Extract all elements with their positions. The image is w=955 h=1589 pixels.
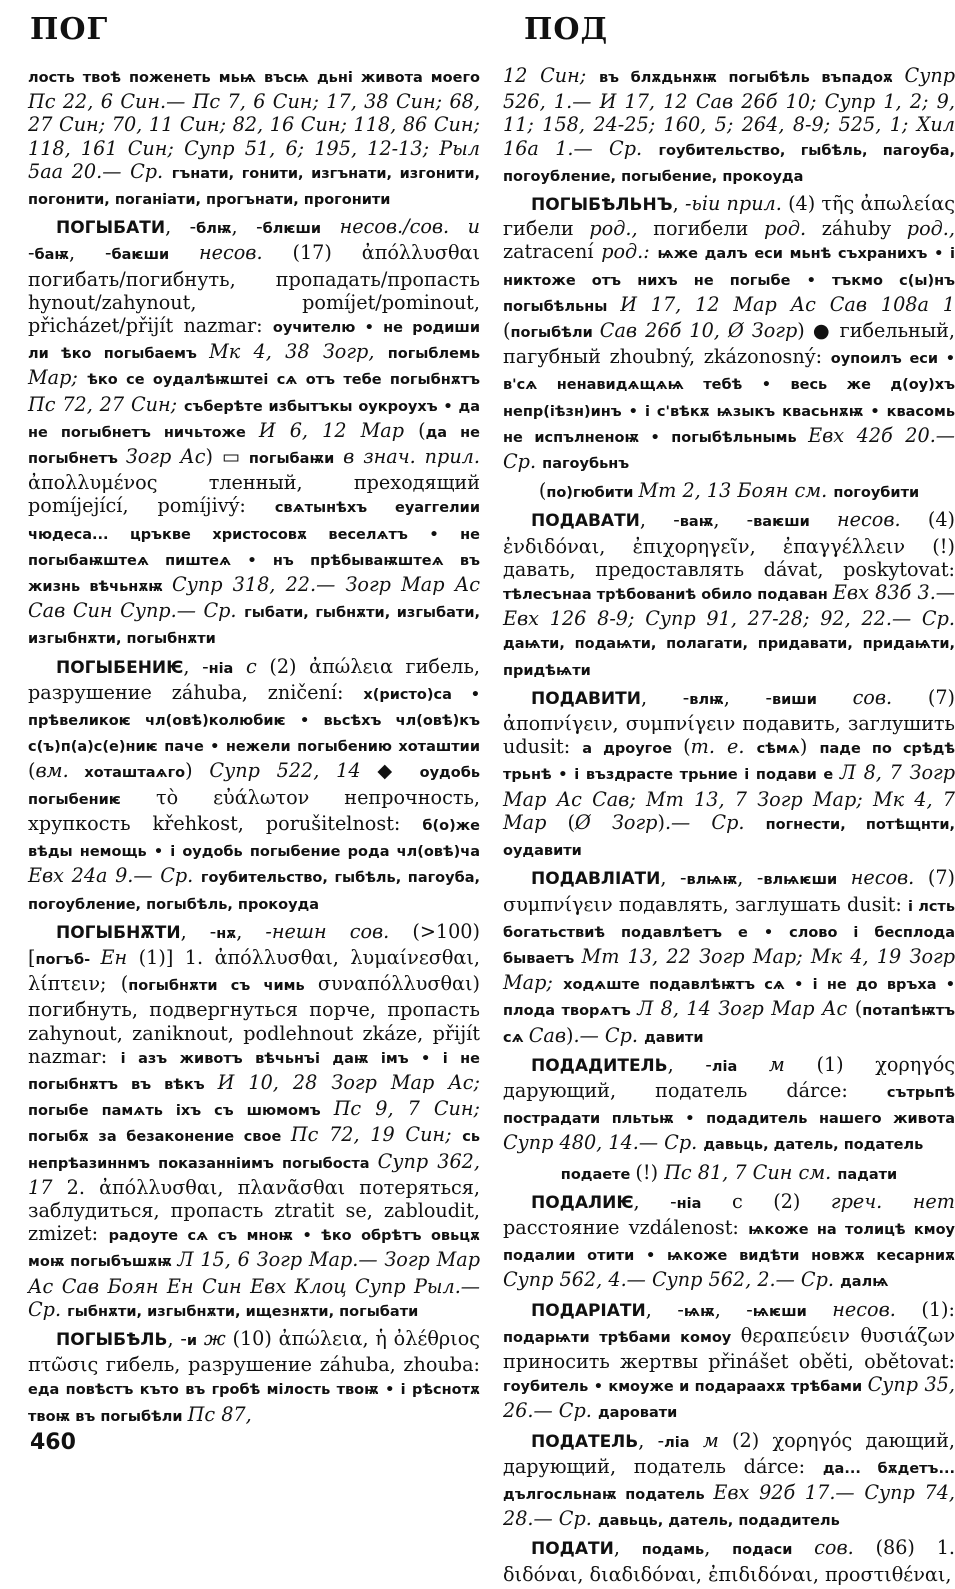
dictionary-entry — [28, 215, 480, 651]
old-slavonic-text: погъб- — [35, 951, 101, 968]
citation-text: Ø Зогр — [575, 810, 658, 834]
citation-text: т. е. — [690, 735, 757, 759]
definition-text: , - — [638, 1428, 665, 1452]
running-head-left: ПОГ — [30, 12, 109, 47]
old-slavonic-text: погыбѫ за безаконение свое — [28, 1129, 291, 1146]
old-slavonic-text: і лсть богатьствиѣ подавлѣетъ е • слово і бесплода бываетъ — [503, 898, 955, 967]
old-slavonic-text: х(ристо)са • прѣвеликоѥ чл(овѣ)колюбиѥ • вьсѣхъ чл(овѣ)къ с(ъ)п(а)с(е)ниѥ паче • нежели погыбению хоташтии — [28, 686, 480, 756]
headword: ПОГЫБѢЛЬ — [56, 1329, 168, 1350]
old-slavonic-text: ніа — [676, 1195, 702, 1212]
dictionary-entry — [503, 1161, 955, 1187]
old-slavonic-text: погоубити — [833, 485, 920, 502]
definition-text: , — [236, 919, 266, 943]
old-slavonic-text: погыбнѫти съ чимь — [128, 978, 318, 995]
headword: ПОДАРІАТИ — [531, 1300, 646, 1321]
citation-text: м — [737, 1052, 817, 1076]
definition-text: расстояние vzdálenost: — [503, 1215, 749, 1239]
definition-text: (4) ἐνδιδόναι, ἐπιχορηγεῖν, ἐπαγγέλλειν (!) давать, предоставлять dávat, poskytovat: — [503, 508, 955, 581]
old-slavonic-text: оудобь погыбениѥ — [28, 765, 481, 808]
dictionary-entry — [503, 1536, 955, 1585]
old-slavonic-text: ніа — [208, 660, 234, 677]
definition-text: , - — [667, 1052, 712, 1076]
definition-text: 2. ἀπόλλυσθαι, πλανᾶσθαι потеряться, заблудиться, пропасть ztratit se, zabloudit, zmizet: — [28, 1175, 480, 1246]
definition-text: (7) συμπνίγειν подавлять, заглушать dusit: — [503, 866, 955, 916]
definition-text: (1) χορηγός дарующий, податель dárce: — [503, 1052, 955, 1102]
citation-text: Евх 92б 17.— Супр 74, 28.— Ср. — [503, 1480, 955, 1531]
old-slavonic-text: ваѥши — [753, 514, 810, 531]
old-slavonic-text: пагоубьнъ — [542, 456, 630, 473]
citation-text: сов. — [792, 1536, 876, 1560]
headword: ПОГЫБНѪТИ — [56, 922, 181, 943]
old-slavonic-text: влѩѥши — [763, 872, 838, 889]
citation-text: сов. — [816, 685, 928, 709]
definition-text: , — [704, 1536, 733, 1560]
old-slavonic-text: въ блѫдьнѫѭ погыбѣль въпадоѫ — [598, 70, 905, 86]
definition-text: , - — [639, 508, 680, 532]
old-slavonic-text: гънати, гонити, изгънати, изгонити, погонити, поганіати, прогънати, прогонити — [28, 165, 480, 209]
citation-text: Евх 83б 3.— Евх 126 8-9; Супр 91, 27-28; 92, 22.— Ср. — [503, 581, 955, 631]
old-slavonic-text: подарѩти трѣбами комоу — [503, 1329, 741, 1346]
old-slavonic-text: хоташтаѧго — [68, 765, 186, 782]
citation-text: Мт 2, 13 Боян см. — [638, 479, 834, 503]
old-slavonic-text: сѣмѧ — [756, 741, 800, 758]
definition-text: , - — [714, 1297, 753, 1321]
citation-text: Л 8, 7 Зогр Мар Ас Сав; Мт 13, 7 Зогр Мар; Мк 4, 7 Мар — [503, 761, 955, 834]
old-slavonic-text: падати — [837, 1166, 898, 1183]
dictionary-entry — [503, 479, 955, 505]
old-slavonic-text: далѩ — [840, 1274, 889, 1291]
citation-text: род.: — [601, 240, 658, 264]
old-slavonic-text: еда повѣстъ къто въ гробѣ мілость твоѭ • і рѣснотѫ твоѭ въ погыбѣли — [28, 1382, 480, 1425]
citation-text: ж — [197, 1326, 233, 1350]
page-number: 460 — [30, 1430, 76, 1455]
definition-text: - — [28, 241, 35, 265]
right-column — [503, 64, 955, 1589]
old-slavonic-text: погыбаѭи — [248, 451, 335, 468]
citation-text: Л 15, 6 Зогр Мар.— Зогр Мар Ас Сав Боян Ен Син Евх Клоц Супр Рыл.— Ср. — [28, 1248, 480, 1321]
old-slavonic-text: радоуте сѧ съ мноѭ • ѣко обрѣтъ овьцѫ моѭ погыбъшѫѭ — [28, 1228, 480, 1271]
definition-text: ) ● гибельный, пагубный zhoubný, zkázonosný: — [503, 319, 955, 369]
definition-text: , - — [737, 866, 764, 890]
old-slavonic-text: ѣко се оудалѣѭштеі сѧ отъ тебе погыбнѫтъ — [87, 372, 481, 389]
definition-text: (7) ἀποπνίγειν, συμπνίγειν подавить, заглушить udusit: — [503, 685, 955, 759]
old-slavonic-text: ходѧште подавлѣѭтъ сѧ • і не до връха • плода творѧтъ — [503, 977, 955, 1020]
old-slavonic-text: давьць, датель, подадитель — [597, 1513, 840, 1530]
definition-text: , - — [660, 866, 687, 890]
citation-text: с — [233, 654, 270, 678]
definition-text: , - — [69, 241, 112, 265]
dictionary-entry — [503, 866, 955, 1049]
citation-text: несов. — [809, 508, 928, 532]
definition-text: ) — [185, 759, 210, 783]
definition-text: (>100) [ — [28, 919, 480, 969]
old-slavonic-text: погыбѣли — [510, 325, 600, 342]
old-slavonic-text: погыбе памѧть іхъ съ шюмомъ — [28, 1103, 334, 1120]
dictionary-entry — [28, 1327, 480, 1429]
old-slavonic-text: по)гюбити — [546, 485, 639, 502]
citation-text: Пс 9, 7 Син; — [333, 1097, 480, 1121]
old-slavonic-text: подаси — [732, 1542, 793, 1559]
citation-text: в знач. прил. — [334, 445, 480, 469]
old-slavonic-text: съберѣте избытъкы оукроухъ • да не погыбнетъ ничьтоже — [28, 398, 480, 441]
old-slavonic-text: гоубительство, гыбѣль, пагоуба, погоубление, погыбѣль, прокоуда — [28, 870, 481, 913]
old-slavonic-text: баѥши — [111, 247, 170, 264]
citation-text: -нешн сов. — [265, 919, 413, 943]
citation-text: И 10, 28 Зогр Мар Ас; — [217, 1070, 480, 1094]
old-slavonic-text: паде по срѣдѣ трьнѣ • і въздрасте трьние і подави е — [503, 741, 955, 784]
citation-text: Пс 81, 7 Син см. — [664, 1160, 838, 1184]
definition-text: zatracení — [503, 240, 602, 264]
headword: ПОГЫБЕНИѤ — [56, 657, 184, 678]
citation-text: греч. нет — [830, 1189, 955, 1213]
definition-text: , — [672, 192, 685, 216]
citation-text: Евх 42б 20.— Ср. — [503, 423, 955, 474]
headword: ПОГЫБѢЛЬНЪ — [531, 195, 673, 216]
old-slavonic-text: тѣлесънаа трѣбованиѣ обило подаван — [503, 587, 833, 604]
old-slavonic-text: нѫ — [216, 925, 237, 942]
definition-text: , - — [183, 654, 209, 678]
citation-text: Супр 35, 26.— Ср. — [503, 1373, 955, 1423]
citation-text: Сав 26б 10, Ø Зогр — [599, 319, 798, 343]
definition-text: ) ▭ — [205, 445, 249, 469]
old-slavonic-text: ѩже далъ еси мьнѣ съхранихъ • і никтоже отъ нихъ не погыбе • тъкмо с(ы)нъ погыбѣльны — [503, 246, 955, 315]
citation-text: Мк 4, 38 Зогр, — [209, 340, 388, 364]
definition-text: ) — [566, 1023, 574, 1047]
citation-text: несов./сов. и — [321, 215, 480, 239]
dictionary-entry — [503, 64, 955, 189]
old-slavonic-text: виши — [771, 691, 817, 708]
definition-text: ) — [657, 810, 665, 834]
old-slavonic-text: гыбати, гыбнѫти, изгыбати, изгыбнѫти, погыбнѫти — [28, 605, 480, 648]
running-head-right: ПОД — [524, 12, 609, 47]
old-slavonic-text: да не погыбнетъ — [28, 424, 480, 468]
definition-text: , - — [641, 685, 690, 709]
definition-text: ( — [28, 759, 36, 783]
dictionary-entry — [28, 920, 480, 1324]
dictionary-entry — [28, 64, 480, 212]
old-slavonic-text: погыблемь — [387, 346, 480, 363]
definition-text: , - — [723, 685, 772, 709]
definition-text: , - — [167, 1326, 187, 1350]
definition-text: (4) τῆς ἀπωλείας гибели — [503, 192, 955, 241]
dictionary-entry — [28, 655, 480, 917]
old-slavonic-text: подамь — [641, 1542, 705, 1559]
definition-text: , - — [633, 1189, 677, 1213]
citation-text: Супр 522, 14 — [209, 759, 378, 783]
definition-text: ( — [567, 810, 576, 834]
old-slavonic-text: б(о)же вѣды немощь • і оудобь погыбение рода чл(овѣ)ча — [28, 817, 480, 861]
dictionary-entry — [503, 1190, 955, 1295]
dictionary-entry — [503, 686, 955, 863]
definition-text: , - — [165, 215, 197, 239]
headword: ПОДАВЛІАТИ — [531, 869, 661, 890]
citation-text: несов. — [806, 1297, 922, 1321]
definition-text: záhuby — [821, 217, 907, 241]
citation-text: Сав — [528, 1023, 567, 1047]
headword: ПОГЫБАТИ — [56, 218, 166, 239]
old-slavonic-text: ліа — [664, 1434, 690, 1451]
definition-text: , - — [180, 919, 217, 943]
headword: ПОДАТИ — [531, 1539, 614, 1560]
citation-text: род., — [906, 217, 955, 241]
citation-text: Супр 318, 22.— Зогр Мар Ас Сав Син Супр.— Ср. — [28, 573, 480, 623]
citation-text: Мт 13, 22 Зогр Мар; Мк 4, 19 Зогр Мар; — [503, 944, 955, 995]
definition-text: (!) — [635, 1160, 665, 1184]
old-slavonic-text: гыбнѫти, изгыбнѫти, ищезнѫти, погыбати — [67, 1303, 419, 1320]
definition-text: (2) χορηγός дающий, дарующий, податель dárce: — [503, 1428, 955, 1478]
citation-text: И 6, 12 Мар — [258, 418, 419, 442]
definition-text: ◆ — [377, 759, 420, 783]
definition-text: , - — [645, 1297, 684, 1321]
old-slavonic-text: блѥши — [262, 221, 322, 238]
old-slavonic-text: влѩѭ — [686, 872, 738, 889]
dictionary-entry — [503, 508, 955, 682]
old-slavonic-text: давьць, датель, податель — [703, 1137, 924, 1154]
definition-text: θεραπεύειν θυσιάζων приносить жертвы přinášet oběti, obětovat: — [503, 1323, 955, 1373]
old-slavonic-text: свѧтынѣхъ еуаггелии чюдеса... цръкве христосовѫ веселѧтъ • не погыбаѭштеѧ пиштеѧ • нъ прѣбываѭштеѧ въ жизнь вѣчьнѫѭ — [28, 500, 480, 596]
old-slavonic-text: погнести, потѣщнти, оудавити — [503, 816, 955, 860]
definition-text: ( — [854, 997, 863, 1021]
definition-text: с (2) — [701, 1189, 831, 1213]
old-slavonic-text: сътрьпѣ пострадати пльтьѭ • подадитель нашего живота — [503, 1084, 955, 1128]
old-slavonic-text: ѩѭ — [683, 1303, 715, 1320]
old-slavonic-text: а дроугое — [582, 741, 684, 758]
definition-text: (10) ἀπώλεια, ἡ ὀλέθριος πτῶσις гибель, разрушение záhuba, zhouba: — [28, 1326, 480, 1377]
definition-text: τὸ εὐάλωτον непрочность, хрупкость křehkost, porušitelnost: — [28, 785, 480, 835]
old-slavonic-text: потапѣѭтъ сѧ — [503, 1003, 955, 1046]
definition-text: ( — [418, 418, 426, 442]
old-slavonic-text: блѭ — [196, 221, 232, 238]
citation-text: 12 Син; — [503, 64, 599, 87]
citation-text: Мар; — [28, 366, 88, 390]
definition-text: (86) 1. διδόναι, διαδιδόναι, ἐπιδιδόναι, προστιθέναι, — [503, 1536, 955, 1586]
headword: ПОДАВАТИ — [531, 511, 640, 532]
citation-text: .— Ср. — [664, 810, 766, 834]
old-slavonic-text: влѭ — [689, 691, 724, 708]
old-slavonic-text: ваѭ — [679, 514, 714, 531]
old-slavonic-text: даровати — [597, 1405, 678, 1422]
old-slavonic-text: ѩкоже на толицѣ кмоу подалии отити • ѩкоже видѣти новжѫ кесарниѫ — [503, 1221, 955, 1265]
citation-text: Пс 87, — [187, 1402, 252, 1426]
left-column — [28, 64, 480, 1432]
old-slavonic-text: баѭ — [34, 247, 69, 264]
citation-text: -ьіи прил. — [684, 192, 789, 216]
citation-text: Пс 72, 19 Син; — [290, 1123, 463, 1147]
citation-text: Супр 526, 1.— И 17, 12 Сав 26б 10; Супр 1, 2; 9, 11; 158, 24-25; 160, 5; 264, 8-9; 525, 1; Хил 16а 1.— Ср. — [503, 64, 955, 160]
old-slavonic-text: оупоилъ еси • в'сѧ ненавидѧщѧѩ тебѣ • весь же д(оу)хъ непр(іѣзн)инъ • і с'вѣкѫ ѩзыкъ квасьнѫѭ • квасомь не испълненоѭ • погыбѣльнымь — [503, 351, 955, 446]
old-slavonic-text: ліа — [711, 1058, 738, 1075]
old-slavonic-text: оучителю • не родиши ли ѣко погыбаемъ — [28, 320, 480, 363]
citation-text: Пс 72, 27 Син; — [28, 392, 184, 416]
headword: ПОДАВИТИ — [531, 688, 641, 709]
citation-text: несов. — [169, 241, 293, 265]
definition-text: ( — [683, 735, 691, 759]
headword: ПОДАДИТЕЛЬ — [531, 1055, 668, 1076]
citation-text: вм. — [35, 759, 69, 783]
citation-text: Супр 562, 4.— Супр 562, 2.— Ср. — [503, 1268, 841, 1292]
dictionary-entry — [503, 1053, 955, 1158]
citation-text: несов. — [837, 866, 928, 890]
citation-text: Евх 24а 9.— Ср. — [28, 864, 201, 888]
definition-text: , — [613, 1536, 642, 1560]
citation-text: род. — [763, 217, 822, 241]
definition-text: (17) ἀπόλλυσθαι погибать/погибнуть, пропадать/пропасть hynout/zahynout, pomíjet/pominout, přicházet/přijít nazmar: — [28, 241, 480, 338]
definition-text: ( — [538, 479, 547, 503]
dictionary-entry — [503, 1429, 955, 1534]
citation-text: Супр 480, 14.— Ср. — [503, 1131, 704, 1155]
definition-text: (1): — [921, 1297, 955, 1321]
citation-text: И 17, 12 Мар Ас Сав 108а 1 — [620, 292, 955, 316]
headword: ПОДАЛИѤ — [531, 1192, 634, 1213]
definition-text: συναπόλλυσθαι) погибнуть, подвергнуться порче, пропасть zahynout, zaniknout, podlehnout zkáze, přijít nazmar: — [28, 972, 480, 1068]
citation-text: род., — [589, 217, 654, 241]
definition-text: , - — [713, 508, 754, 532]
definition-text: (1)] 1. ἀπόλλυσθαι, λυμαίνεσθαι, λίπτειν; ( — [28, 945, 480, 996]
old-slavonic-text: сь непрѣазиннмъ показанніимъ погыбоста — [28, 1129, 480, 1172]
citation-text: Пс 22, 6 Син.— Пс 7, 6 Син; 17, 38 Син; 68, 27 Син; 70, 11 Син; 82, 16 Син; 118, 86 Син; 118, 161 Син; Супр 51, 6; 195, 12-13; Рыл 5аа 20.— Ср. — [28, 90, 480, 183]
citation-text: Ен — [100, 945, 139, 969]
old-slavonic-text: да... бѫдетъ... дългосльнаѭ податель — [503, 1460, 955, 1503]
dictionary-entry — [503, 192, 955, 476]
old-slavonic-text: ѩѥши — [752, 1303, 807, 1320]
old-slavonic-text: і азъ животъ вѣчьнъі даѭ імъ • і не погыбнѫтъ въ вѣкъ — [28, 1050, 480, 1093]
definition-text: ( — [503, 319, 511, 343]
citation-text: Л 8, 14 Зогр Мар Ас — [637, 997, 855, 1021]
citation-text: Супр 362, 17 — [28, 1149, 480, 1199]
old-slavonic-text: гоубительство, гыбѣль, пагоуба, погоубление, погыбение, прокоуда — [503, 142, 955, 185]
definition-text: погибели — [653, 217, 764, 241]
headword: ПОДАТЕЛЬ — [531, 1431, 639, 1452]
dictionary-entry — [503, 1298, 955, 1426]
old-slavonic-text: лость твоѣ поженеть мьѩ въсѩ дьні живота моего — [28, 70, 480, 86]
definition-text: (2) ἀπώλεια гибель, разрушение záhuba, zničení: — [28, 654, 481, 704]
citation-text: .— Ср. — [573, 1023, 645, 1047]
definition-text: ἀπολλυμένος тленный, преходящий pomíjející, pomíjivý: — [28, 471, 480, 518]
definition-text: ) — [799, 735, 820, 759]
old-slavonic-text: и — [186, 1332, 198, 1349]
old-slavonic-text: гоубитель • кмоуже и подараахѫ трѣбами — [503, 1379, 868, 1396]
citation-text: м — [689, 1428, 733, 1452]
citation-text: Зогр Ас — [125, 445, 206, 469]
definition-text: , - — [231, 215, 263, 239]
old-slavonic-text: подаете — [560, 1166, 636, 1183]
old-slavonic-text: даѩти, подаѩти, полагати, придавати, придаѩти, придѣѩти — [503, 636, 955, 679]
old-slavonic-text: давити — [644, 1029, 704, 1046]
